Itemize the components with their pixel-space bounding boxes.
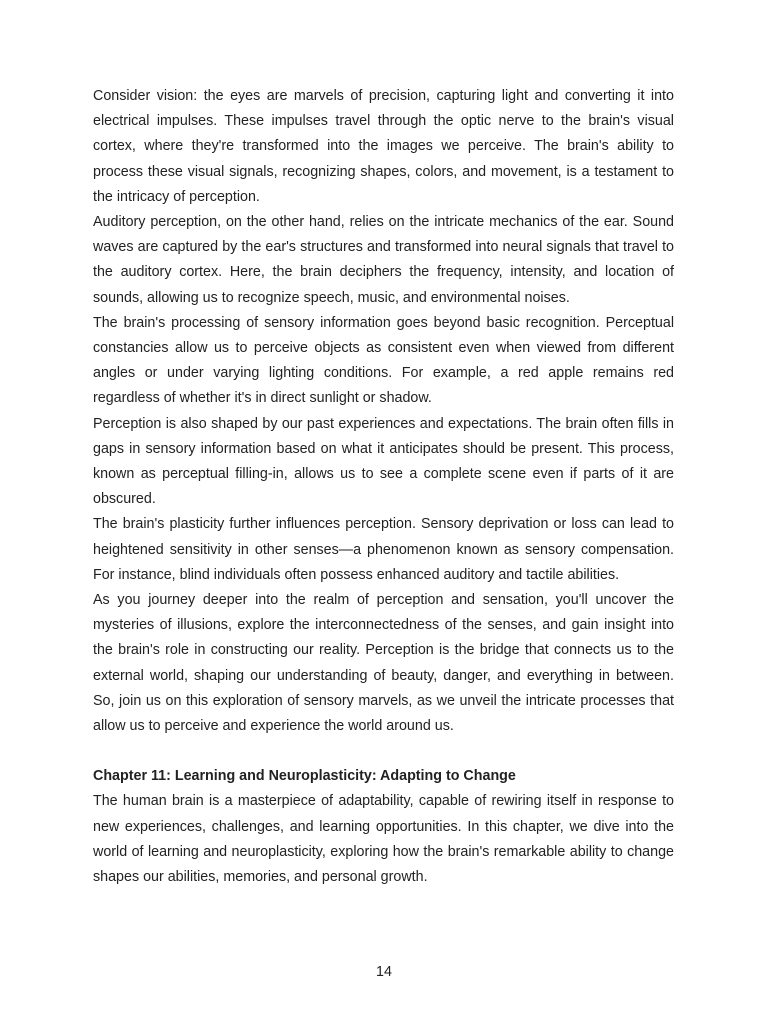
paragraph-vision: Consider vision: the eyes are marvels of precision, capturing light and converting it into electrical impulses. These impulses travel through the optic nerve to the brain's visual cortex, where they're transformed into the images we perceive. The brain's ability to process these visual signals, recognizing shapes, colors, and movement, is a testament to the intricacy of perception. [93, 88, 674, 205]
page-number: 14 [376, 964, 392, 980]
paragraph-conclusion: As you journey deeper into the realm of perception and sensation, you'll uncover the mysteries of illusions, explore the interconnectedness of the senses, and gain insight into the brain's role in constructing our reality. Perception is the bridge that connects us to the external world, shaping our understanding of beauty, danger, and everything in between. So, join us on this exploration of sensory marvels, as we unveil the intricate processes that allow us to perceive and experience the world around us. [93, 592, 674, 735]
chapter-heading: Chapter 11: Learning and Neuroplasticity: Adapting to Change [93, 768, 516, 785]
paragraph-processing: The brain's processing of sensory information goes beyond basic recognition. Perceptual constancies allow us to perceive objects as consistent even when viewed from different angles or under varying lighting conditions. For example, a red apple remains red regardless of whether it's in direct sunlight or shadow. [93, 314, 674, 407]
paragraph-auditory: Auditory perception, on the other hand, relies on the intricate mechanics of the ear. Sound waves are captured by the ear's structures and transformed into neural signals that travel to the auditory cortex. Here, the brain deciphers the frequency, intensity, and location of sounds, allowing us to recognize speech, music, and environmental noises. [93, 214, 674, 306]
paragraph-plasticity: The brain's plasticity further influences perception. Sensory deprivation or loss can lead to heightened sensitivity in other senses—a phenomenon known as sensory compensation. For instance, blind individuals often possess enhanced auditory and tactile abilities. [93, 516, 674, 583]
page-body [93, 84, 674, 890]
chapter-intro-paragraph: The human brain is a masterpiece of adaptability, capable of rewiring itself in response to new experiences, challenges, and learning opportunities. In this chapter, we dive into the world of learning and neuroplasticity, exploring how the brain's remarkable ability to change shapes our abilities, memories, and personal growth. [93, 793, 674, 886]
paragraph-expectations: Perception is also shaped by our past experiences and expectations. The brain often fills in gaps in sensory information based on what it anticipates should be present. This process, known as perceptual filling-in, allows us to see a complete scene even if parts of it are obscured. [93, 415, 674, 508]
